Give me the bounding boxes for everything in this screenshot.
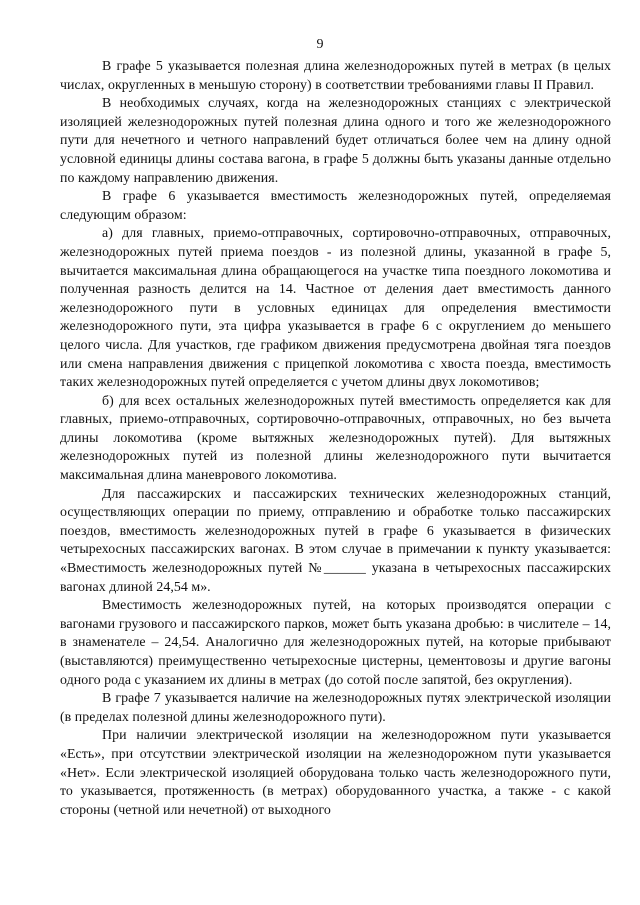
paragraph: Для пассажирских и пассажирских технических железнодорожных станций, осуществляющих операции по приему, отправлению и обработке только пассажирских поездов, вместимость железнодорожных путей в графе 6 указывается в физических четырехосных пассажирских вагонах. В этом случае в примечании к пункту указывается: «Вместимость железнодорожных путей №______ указана в четырехосных пассажирских вагонах длиной 24,54 м». xyxy=(60,486,611,595)
paragraph: а) для главных, приемо-отправочных, сортировочно-отправочных, отправочных, железнодорожных путей приема поездов - из полезной длины, указанной в графе 5, вычитается максимальная длина обращающегося на участке типа поездного локомотива и полученная разность делится на 14. Частное от деления дает вместимость данного железнодорожного пути в условных единицах для определения вместимости железнодорожного пути, эта цифра указывается в графе 6 с округлением до меньшего целого числа. Для участков, где графиком движения предусмотрена двойная тяга поездов или смена направления движения с прицепкой локомотива с хвоста поезда, вместимость таких железнодорожных путей определяется с учетом длины двух локомотивов; xyxy=(60,226,611,391)
paragraph: В необходимых случаях, когда на железнодорожных станциях с электрической изоляцией железнодорожных путей полезная длина одного и того же железнодорожного пути для нечетного и четного направлений будет отличаться более чем на длину одной условной единицы длины состава вагона, в графе 5 должны быть указаны данные отдельно по каждому направлению движения. xyxy=(60,96,611,186)
paragraph: При наличии электрической изоляции на железнодорожном пути указывается «Есть», при отсутствии электрической изоляции на железнодорожном пути указывается «Нет». Если электрической изоляцией оборудована только часть железнодорожного пути, то указывается, протяженность (в метрах) оборудованного участка, а также - с какой стороны (четной или нечетной) от выходного xyxy=(60,728,611,818)
page-number: 9 xyxy=(316,37,324,52)
paragraph: В графе 6 указывается вместимость железнодорожных путей, определяемая следующим образом: xyxy=(60,189,611,223)
paragraph: Вместимость железнодорожных путей, на которых производятся операции с вагонами грузового и пассажирского парков, может быть указана дробью: в числителе – 14, в знаменателе – 24,54. Аналогично для железнодорожных путей, на которые прибывают (выставляются) преимущественно четырехосные цистерны, цементовозы и другие вагоны одного рода с указанием их длины в метрах (до сотой после запятой, без округления). xyxy=(60,598,611,688)
body-text xyxy=(60,58,611,820)
paragraph: б) для всех остальных железнодорожных путей вместимость определяется как для главных, приемо-отправочных, сортировочно-отправочных, отправочных, но без вычета длины локомотива (кроме вытяжных железнодорожных путей). Для вытяжных железнодорожных путей из полезной длины железнодорожного пути вычитается максимальная длина маневрового локомотива. xyxy=(60,393,611,484)
paragraph: В графе 5 указывается полезная длина железнодорожных путей в метрах (в целых числах, округленных в меньшую сторону) в соответствии требованиями главы II Правил. xyxy=(60,59,611,93)
paragraph: В графе 7 указывается наличие на железнодорожных путях электрической изоляции (в пределах полезной длины железнодорожного пути). xyxy=(60,691,611,725)
